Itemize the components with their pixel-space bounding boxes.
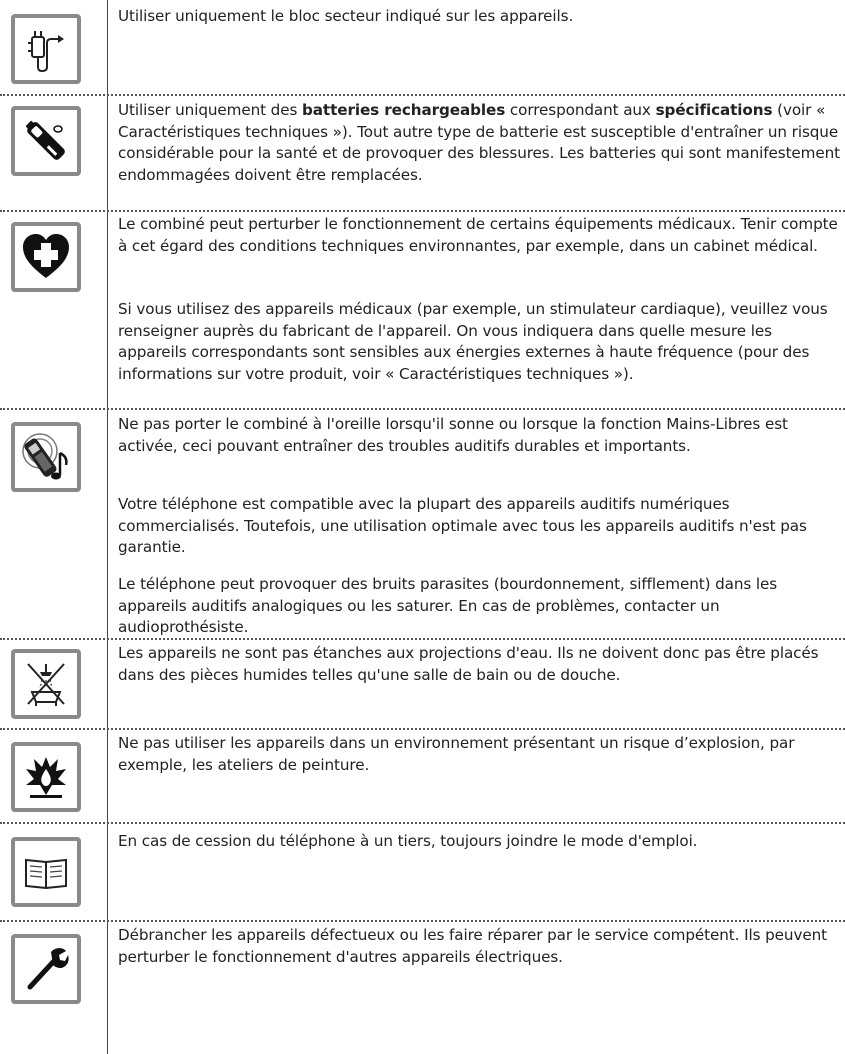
open-book-icon: [20, 846, 72, 898]
text-cell: [107, 730, 845, 822]
text-run: Ne pas porter le combiné à l'oreille lorsqu'il sonne ou lorsque la fonction Mains-Libres est activée, ceci pouvant entraîner des troubles auditifs durables et importants.: [118, 415, 788, 455]
row-explosion: [0, 730, 845, 822]
row-repair: [0, 922, 845, 1054]
paragraph: [118, 299, 841, 385]
paragraph: [118, 574, 841, 639]
power-adapter-icon: [20, 23, 72, 75]
text-cell: [107, 0, 845, 94]
bold-text: spécifications: [655, 101, 773, 119]
row-water: [0, 640, 845, 728]
phone-ringing-ear-icon: [20, 431, 72, 483]
row-medical: [0, 212, 845, 408]
no-water-shower-icon: [20, 658, 72, 710]
paragraph: [118, 643, 841, 686]
explosion-fire-icon: [20, 751, 72, 803]
row-battery: [0, 96, 845, 210]
text-run: Le combiné peut perturber le fonctionnement de certains équipements médicaux. Tenir compte à cet égard des conditions techniques environnantes, par exemple, dans un cabinet médical.: [118, 215, 838, 255]
text-run: Ne pas utiliser les appareils dans un environnement présentant un risque d’explosion, par exemple, les ateliers de peinture.: [118, 734, 795, 774]
text-run: Les appareils ne sont pas étanches aux projections d'eau. Ils ne doivent donc pas être placés dans des pièces humides telles qu'une salle de bain ou de douche.: [118, 644, 819, 684]
text-cell: [107, 212, 845, 408]
text-run: Utiliser uniquement des: [118, 101, 303, 119]
paragraph: [118, 494, 841, 559]
paragraph: [118, 100, 841, 186]
text-cell: [107, 96, 845, 210]
row-hearing: [0, 410, 845, 638]
text-run: En cas de cession du téléphone à un tiers, toujours joindre le mode d'emploi.: [118, 832, 698, 850]
paragraph: [118, 414, 841, 457]
text-cell: [107, 922, 845, 1054]
medical-heart-icon: [20, 231, 72, 283]
paragraph: [118, 925, 841, 968]
row-manual: [0, 824, 845, 920]
paragraph: [118, 831, 841, 853]
text-run: Le téléphone peut provoquer des bruits parasites (bourdonnement, sifflement) dans les appareils auditifs analogiques ou les saturer. En cas de problèmes, contacter un audioprothésiste.: [118, 575, 778, 636]
text-cell: [107, 640, 845, 728]
paragraph: [118, 6, 841, 28]
paragraph: [118, 214, 841, 257]
text-run: Utiliser uniquement le bloc secteur indiqué sur les appareils.: [118, 7, 574, 25]
battery-icon: [20, 115, 72, 167]
text-run: Votre téléphone est compatible avec la plupart des appareils auditifs numériques commercialisés. Toutefois, une utilisation optimale avec tous les appareils auditifs n'est pas garantie.: [118, 495, 807, 556]
text-cell: [107, 824, 845, 920]
bold-text: batteries rechargeables: [302, 101, 506, 119]
paragraph: [118, 733, 841, 776]
text-run: correspondant aux: [505, 101, 656, 119]
wrench-icon: [20, 943, 72, 995]
row-power-adapter: [0, 0, 845, 94]
text-run: (voir « Caractéristiques techniques »). Tout autre type de batterie est susceptible d'entraîner un risque considérable pour la santé et de provoquer des blessures. Les batteries qui sont manifestement endommagées doivent être remplacées.: [118, 101, 840, 184]
text-run: Si vous utilisez des appareils médicaux (par exemple, un stimulateur cardiaque), veuillez vous renseigner auprès du fabricant de l'appareil. On vous indiquera dans quelle mesure les appareils correspondants sont sensibles aux énergies externes à haute fréquence (pour des informations sur votre produit, voir « Caractéristiques techniques »).: [118, 300, 828, 383]
text-cell: [107, 410, 845, 638]
text-run: Débrancher les appareils défectueux ou les faire réparer par le service compétent. Ils peuvent perturber le fonctionnement d'autres appareils électriques.: [118, 926, 827, 966]
